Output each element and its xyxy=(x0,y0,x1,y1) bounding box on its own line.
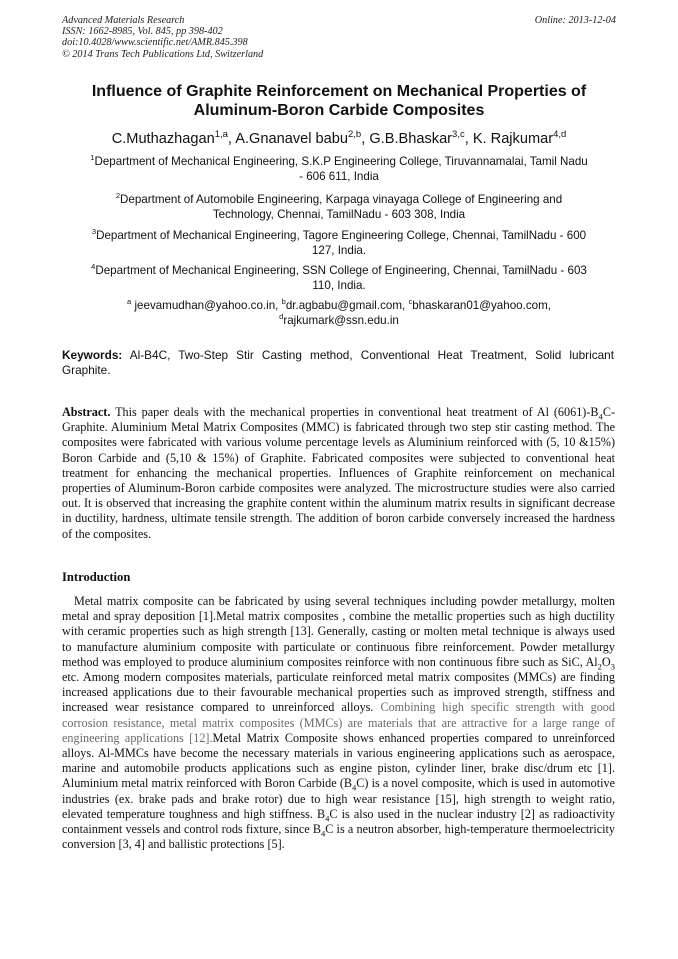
abstract xyxy=(62,405,615,542)
author-name: C.Muthazhagan xyxy=(111,131,215,147)
author-list xyxy=(62,130,616,148)
copyright-line: © 2014 Trans Tech Publications Ltd, Switzerland xyxy=(62,48,264,60)
section-heading-introduction: Introduction xyxy=(62,570,131,584)
subscript: 3 xyxy=(610,661,615,672)
email-link[interactable]: jeevamudhan@yahoo.co.in, xyxy=(131,299,282,312)
keywords xyxy=(62,348,614,378)
subscript: 2 xyxy=(597,661,602,672)
author-name: G.B.Bhaskar xyxy=(369,131,453,147)
affiliation-line: 110, India. xyxy=(312,278,366,292)
author-sep: , xyxy=(227,131,236,147)
author-name: A.Gnanavel babu xyxy=(235,131,349,147)
body-text: Metal matrix composite can be fabricated by using several techniques including powder metallurgy, molten metal and spray deposition [1].Metal matrix composites , combine the metallic properties such as high ductility with ceramic properties such as high strength [13]. Generally, casting or molten metal technique is always used to manufacture aluminium composite with particulate or continuous fibre reinforcement. Powder metallurgy method was employed to produce aluminium composites reinforce with non continuous fibre such as SiC, Al xyxy=(62,594,615,669)
affiliation-line: - 606 611, India xyxy=(299,169,379,183)
affiliation-line: 127, India. xyxy=(311,243,367,257)
email-link[interactable]: dr.agbabu@gmail.com, xyxy=(285,299,409,312)
subscript: 4 xyxy=(352,782,357,793)
email-sup: d xyxy=(279,311,284,321)
title-line-2: Aluminum-Boron Carbide Composites xyxy=(193,102,485,119)
title-line-1: Influence of Graphite Reinforcement on Mechanical Properties of xyxy=(91,83,587,100)
body-text-gray: Combining high specific strength with good corrosion resistance, metal matrix composites (MMCs) are materials that are attractive for a large range of engineering applications [12]. xyxy=(62,700,615,745)
affiliation-4 xyxy=(62,264,616,293)
affiliation-sup: 3 xyxy=(91,227,97,237)
author-sup: 2,b xyxy=(348,129,362,141)
email-link[interactable]: bhaskaran01@yahoo.com, xyxy=(412,299,551,312)
paper-title xyxy=(62,82,616,120)
subscript: 4 xyxy=(320,828,326,839)
online-date: Online: 2013-12-04 xyxy=(534,15,616,26)
introduction-paragraph xyxy=(62,594,615,852)
affiliation-line: Department of Automobile Engineering, Karpaga vinayaga College of Engineering and xyxy=(120,193,563,206)
journal-header xyxy=(62,15,616,60)
author-sup: 4,d xyxy=(553,129,567,141)
author-sup: 3,c xyxy=(452,129,465,141)
affiliation-sup: 2 xyxy=(115,191,121,201)
affiliation-1 xyxy=(62,155,616,184)
subscript: 4 xyxy=(598,411,603,422)
author-sep: , xyxy=(464,131,473,147)
subscript: 4 xyxy=(325,813,330,824)
body-text: C) is a novel composite, which is used in automotive industries (ex. brake pads and brake rotor) due to high wear resistance [15], high strength to weight ratio, elevated temperature toughness and high stiffness. B xyxy=(62,776,616,821)
keywords-text: Al-B4C, Two-Step Stir Casting method, Conventional Heat Treatment, Solid lubricant Graphite. xyxy=(62,348,614,377)
body-text: etc. Among modern composites materials, particulate reinforced metal matrix composites (MMCs) are finding increased applications due to their favourable mechanical properties such as improved strength, stiffness and increased wear resistance compared to unreinforced alloys. xyxy=(62,670,615,715)
affiliation-line: Department of Mechanical Engineering, S.K.P Engineering College, Tiruvannamalai, Tamil Nadu xyxy=(94,155,588,168)
email-link[interactable]: rajkumark@ssn.edu.in xyxy=(283,313,399,327)
email-sup: c xyxy=(408,297,413,307)
affiliation-line: Department of Mechanical Engineering, Tagore Engineering College, Chennai, TamilNadu - 600 xyxy=(96,229,587,242)
author-emails xyxy=(62,299,616,328)
issn-line: ISSN: 1662-8985, Vol. 845, pp 398-402 xyxy=(62,26,223,38)
author-name: K. Rajkumar xyxy=(472,131,554,147)
body-text: C is also used in the nuclear industry [2] as radioactivity containment vessels and control rods fixture, since B xyxy=(62,806,615,837)
author-sup: 1,a xyxy=(214,129,228,141)
affiliation-2 xyxy=(62,193,616,222)
doi-line[interactable]: doi:10.4028/www.scientific.net/AMR.845.398 xyxy=(62,37,248,49)
affiliation-line: Department of Mechanical Engineering, SSN College of Engineering, Chennai, TamilNadu - 603 xyxy=(95,264,587,277)
affiliation-sup: 4 xyxy=(91,262,96,272)
journal-name: Advanced Materials Research xyxy=(62,15,185,26)
keywords-label: Keywords: xyxy=(62,348,123,362)
affiliation-line: Technology, Chennai, TamilNadu - 603 308, India xyxy=(212,207,466,221)
affiliation-3 xyxy=(62,229,616,258)
abstract-text: C-Graphite. Aluminium Metal Matrix Composites (MMC) is fabricated through two step stir casting method. The composites were fabricated with various volume percentage levels as Aluminium reinforced with (5, 10 &15%) Boron Carbide and (5,10 & 15%) of Graphite. Fabricated composites were subjected to conventional heat treatment for enhancing the mechanical properties. Influences of Graphite reinforcement on mechanical properties of Aluminum-Boron carbide composites were analyzed. The microstructure studies were also carried out. It is observed that increasing the graphite content within the aluminum matrix results in significant decrease in ductility, hardness, ultimate tensile strength. The addition of boron carbide conversely increased the hardness of the composites. xyxy=(62,405,615,541)
abstract-text: This paper deals with the mechanical properties in conventional heat treatment of Al (6061)-B xyxy=(110,405,599,419)
email-sup: a xyxy=(127,297,132,307)
body-text: C is a neutron absorber, high-temperature thermoelectricity conversion [3, 4] and ballistic protections [5]. xyxy=(62,822,615,852)
body-text: Metal Matrix Composite shows enhanced properties compared to unreinforced alloys. Al-MMCs have become the necessary materials in various engineering applications such as aerospace, marine and automobile products applications such as engine piston, cylinder liner, brake disc/drum etc [1]. Aluminium metal matrix reinforced with Boron Carbide (B xyxy=(62,730,615,791)
affiliation-sup: 1 xyxy=(90,153,95,163)
abstract-label: Abstract. xyxy=(62,405,111,419)
body-text: O xyxy=(601,654,611,669)
email-sup: b xyxy=(281,297,286,307)
author-sep: , xyxy=(361,131,370,147)
